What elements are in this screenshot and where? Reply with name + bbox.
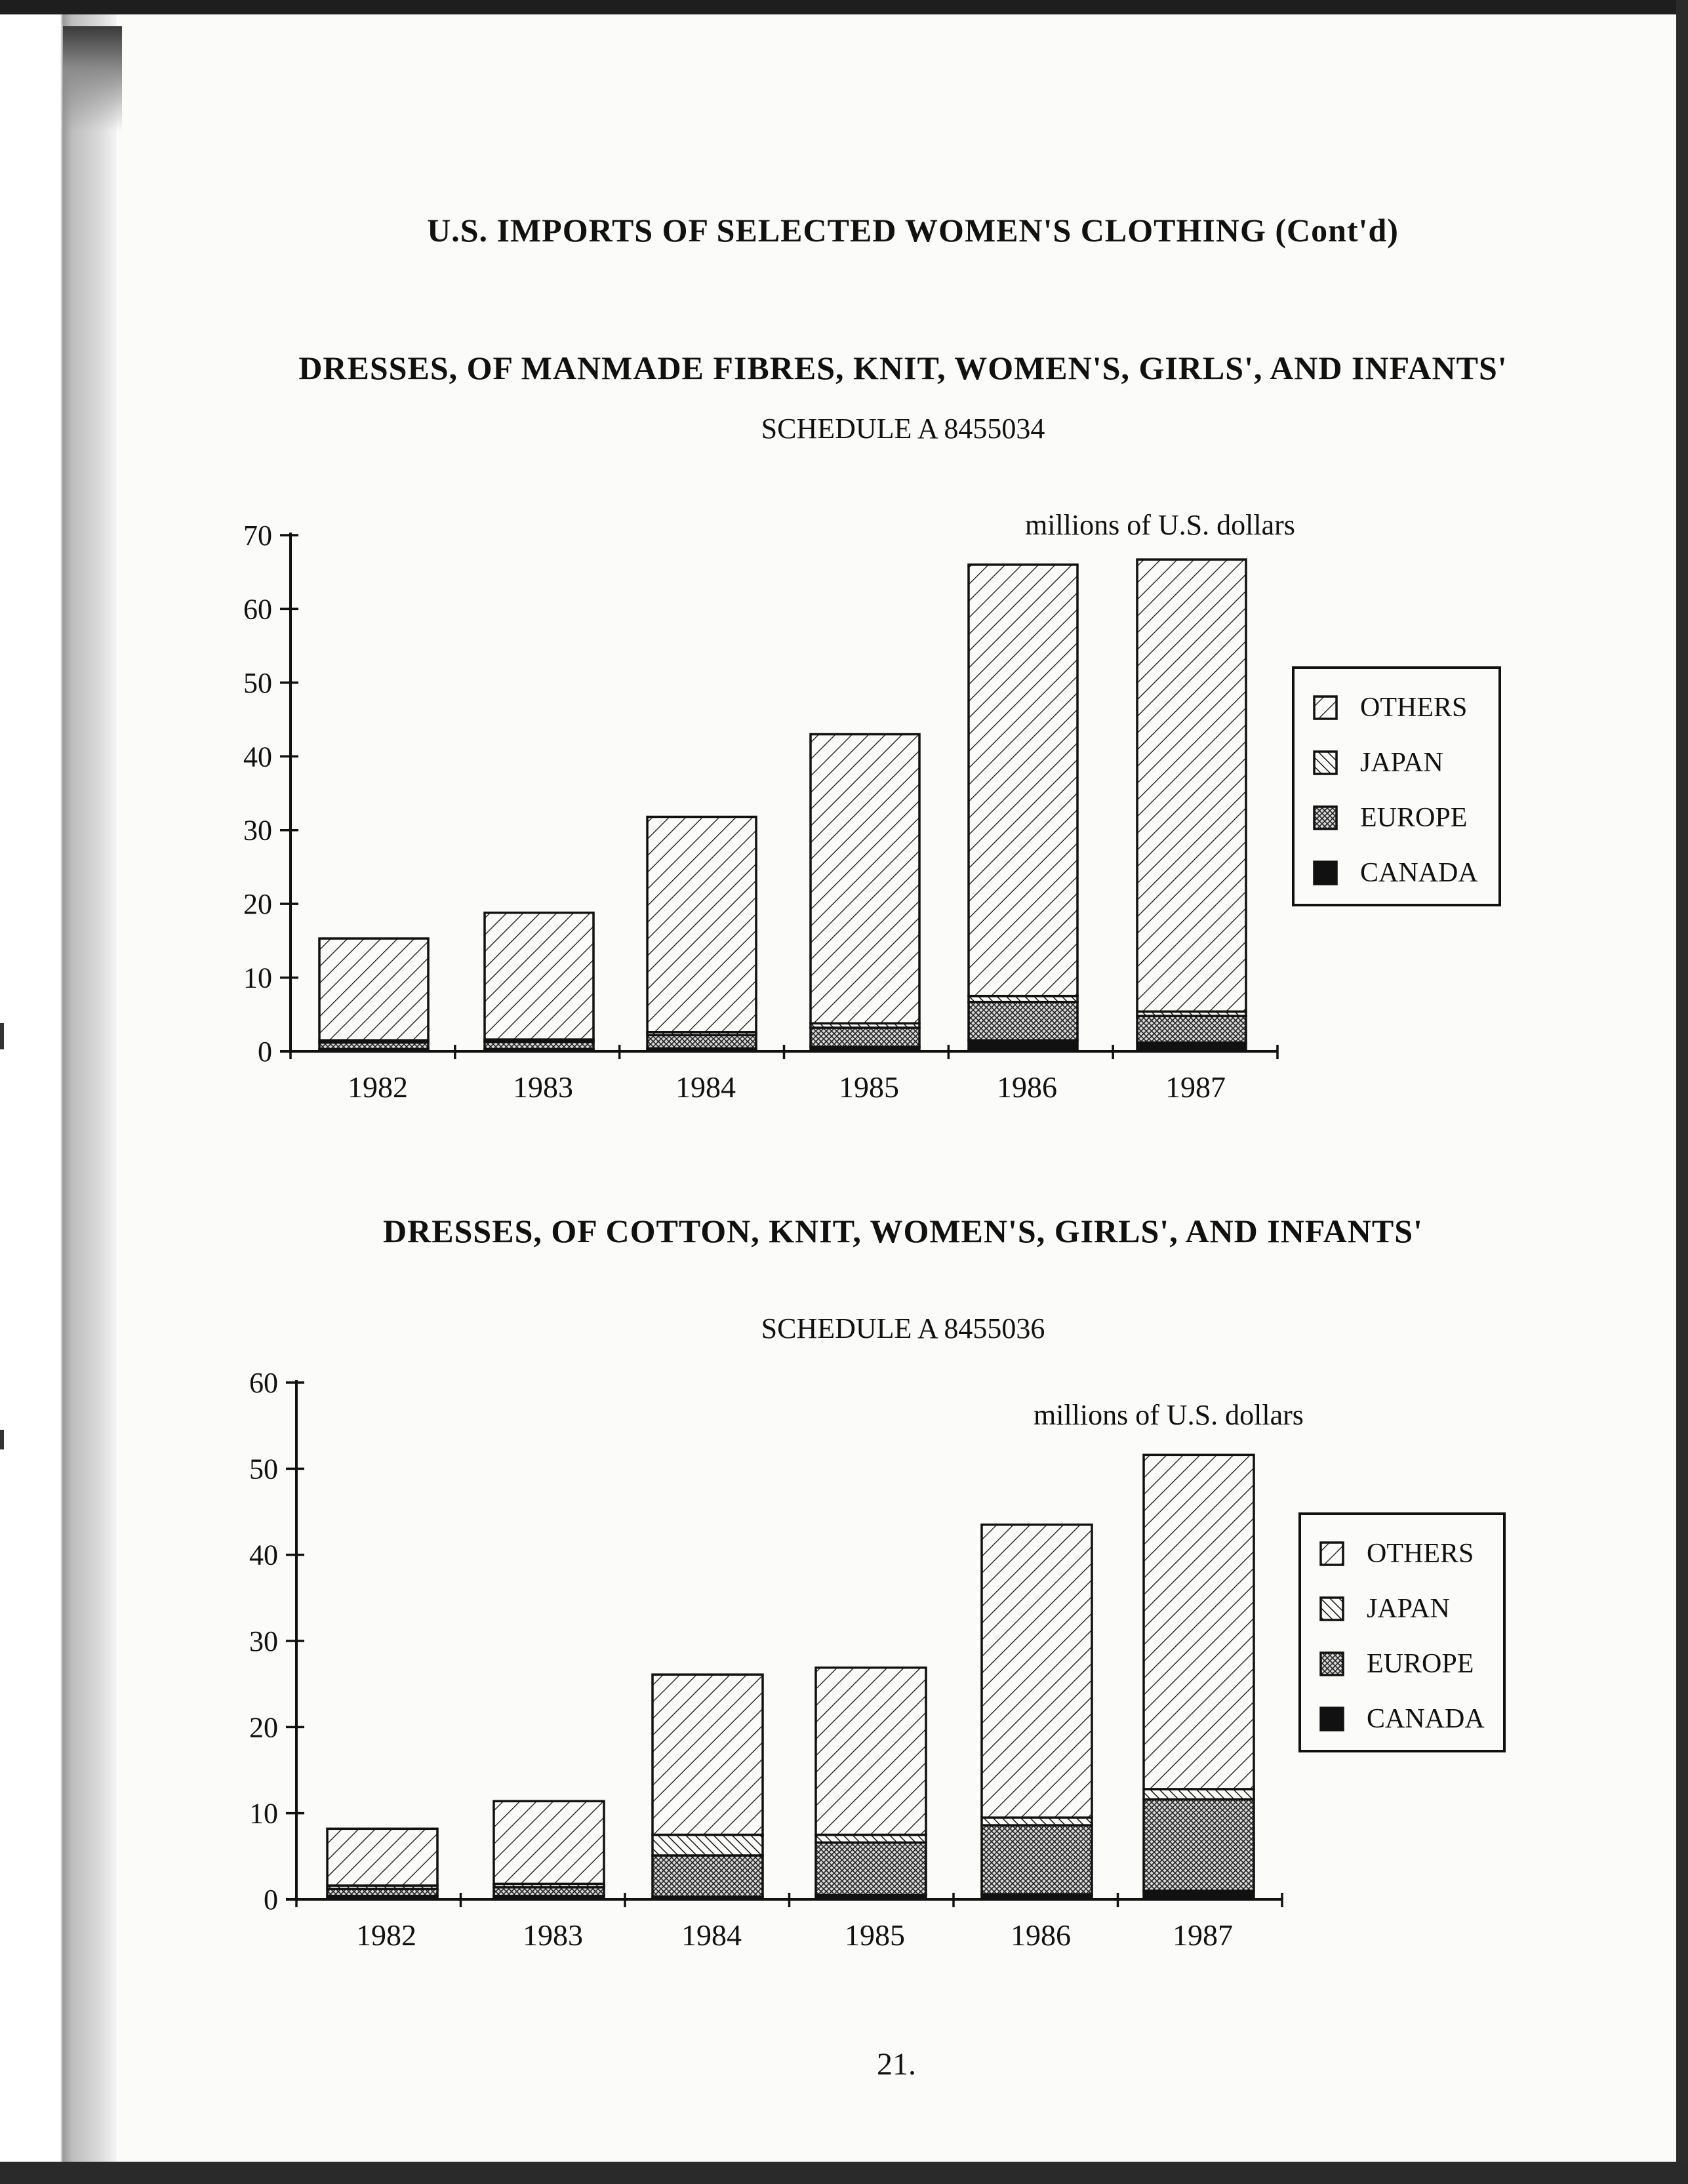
chart-2-x-tick-label: 1982 <box>356 1918 416 1952</box>
chart-1-y-tick-label: 60 <box>243 593 272 626</box>
chart-2-bar-1984-japan <box>653 1835 763 1856</box>
chart-1-y-tick-label: 50 <box>243 666 272 699</box>
chart-1-legend-label-japan: JAPAN <box>1360 748 1443 778</box>
chart-2-bar-1983-europe <box>494 1888 604 1896</box>
chart-1-x-tick-label: 1982 <box>348 1070 408 1104</box>
chart-1-x-tick-label: 1987 <box>1165 1070 1226 1104</box>
chart-1-x-tick-label: 1983 <box>513 1070 573 1104</box>
chart-2-legend <box>1300 1514 1504 1751</box>
chart-2-legend-swatch-japan <box>1321 1598 1343 1620</box>
chart-1-x-tick-label: 1984 <box>675 1070 736 1104</box>
chart-2-bar-1986-europe <box>982 1825 1092 1894</box>
chart-2-y-tick-label: 20 <box>249 1711 278 1744</box>
chart-2-legend-swatch-others <box>1321 1543 1343 1565</box>
chart-1-y-tick-label: 0 <box>258 1036 272 1068</box>
chart-1-y-tick-label: 70 <box>243 519 272 552</box>
chart-2-x-tick-label: 1986 <box>1011 1918 1071 1952</box>
chart-2-bar-1985-others <box>816 1668 926 1835</box>
chart-1-x-tick-label: 1985 <box>839 1070 899 1104</box>
chart-1-subtitle: SCHEDULE A 8455034 <box>761 413 1045 445</box>
chart-2-legend-swatch-canada <box>1321 1708 1343 1730</box>
chart-2-legend-label-europe: EUROPE <box>1367 1649 1474 1679</box>
chart-2-legend-label-others: OTHERS <box>1367 1539 1474 1569</box>
chart-1-y-tick-label: 10 <box>243 961 272 994</box>
chart-1-legend-label-others: OTHERS <box>1360 693 1468 723</box>
chart-2-y-tick-label: 30 <box>249 1625 278 1657</box>
chart-1-title: DRESSES, OF MANMADE FIBRES, KNIT, WOMEN'S, GIRLS', AND INFANTS' <box>298 350 1508 386</box>
chart-1-x-tick-label: 1986 <box>997 1070 1057 1104</box>
chart-2-legend-label-japan: JAPAN <box>1367 1594 1450 1624</box>
chart-2-x-tick-label: 1984 <box>681 1918 742 1952</box>
chart-2-y-tick-label: 0 <box>264 1884 278 1916</box>
chart-2-x-tick-label: 1983 <box>523 1918 583 1952</box>
chart-2-bar-1985-japan <box>816 1835 926 1843</box>
chart-2-y-tick-label: 50 <box>249 1453 278 1486</box>
chart-2-bar-1985-europe <box>816 1842 926 1895</box>
chart-1-legend-label-europe: EUROPE <box>1360 803 1468 833</box>
chart-2-subtitle: SCHEDULE A 8455036 <box>761 1312 1045 1345</box>
chart-2-y-tick-label: 60 <box>249 1367 278 1399</box>
chart-2-title: DRESSES, OF COTTON, KNIT, WOMEN'S, GIRLS', AND INFANTS' <box>383 1213 1423 1249</box>
chart-2-bar-1982-others <box>327 1829 437 1886</box>
chart-1-legend-label-canada: CANADA <box>1360 858 1478 888</box>
chart-2-legend-label-canada: CANADA <box>1367 1704 1485 1734</box>
chart-2-legend-swatch-europe <box>1321 1653 1343 1675</box>
chart-2-unit-label: millions of U.S. dollars <box>1034 1399 1304 1431</box>
chart-2-bar-1987-others <box>1144 1455 1254 1789</box>
chart-2-bar-1987-japan <box>1144 1789 1254 1800</box>
page-number: 21. <box>877 2047 916 2082</box>
chart-2-bar-1987-canada <box>1144 1891 1254 1899</box>
chart-2-bar-1983-others <box>494 1801 604 1884</box>
chart-2-x-tick-label: 1987 <box>1173 1918 1233 1952</box>
chart-2-bar-1986-japan <box>982 1817 1092 1825</box>
chart-2-y-tick-label: 40 <box>249 1539 278 1571</box>
chart-1-y-tick-label: 20 <box>243 888 272 921</box>
chart-1-y-tick-label: 30 <box>243 814 272 847</box>
chart-1-y-tick-label: 40 <box>243 740 272 773</box>
chart-2-bar-1984-others <box>653 1674 763 1834</box>
chart-2-y-tick-label: 10 <box>249 1797 278 1830</box>
chart-2-x-tick-label: 1985 <box>845 1918 905 1952</box>
chart-2-bar-1987-europe <box>1144 1800 1254 1891</box>
chart-2-bar-1984-europe <box>653 1855 763 1897</box>
page-title: U.S. IMPORTS OF SELECTED WOMEN'S CLOTHING (Cont'd) <box>427 212 1399 249</box>
chart-2-bar-1986-others <box>982 1525 1092 1818</box>
chart-1-unit-label: millions of U.S. dollars <box>1025 509 1295 541</box>
